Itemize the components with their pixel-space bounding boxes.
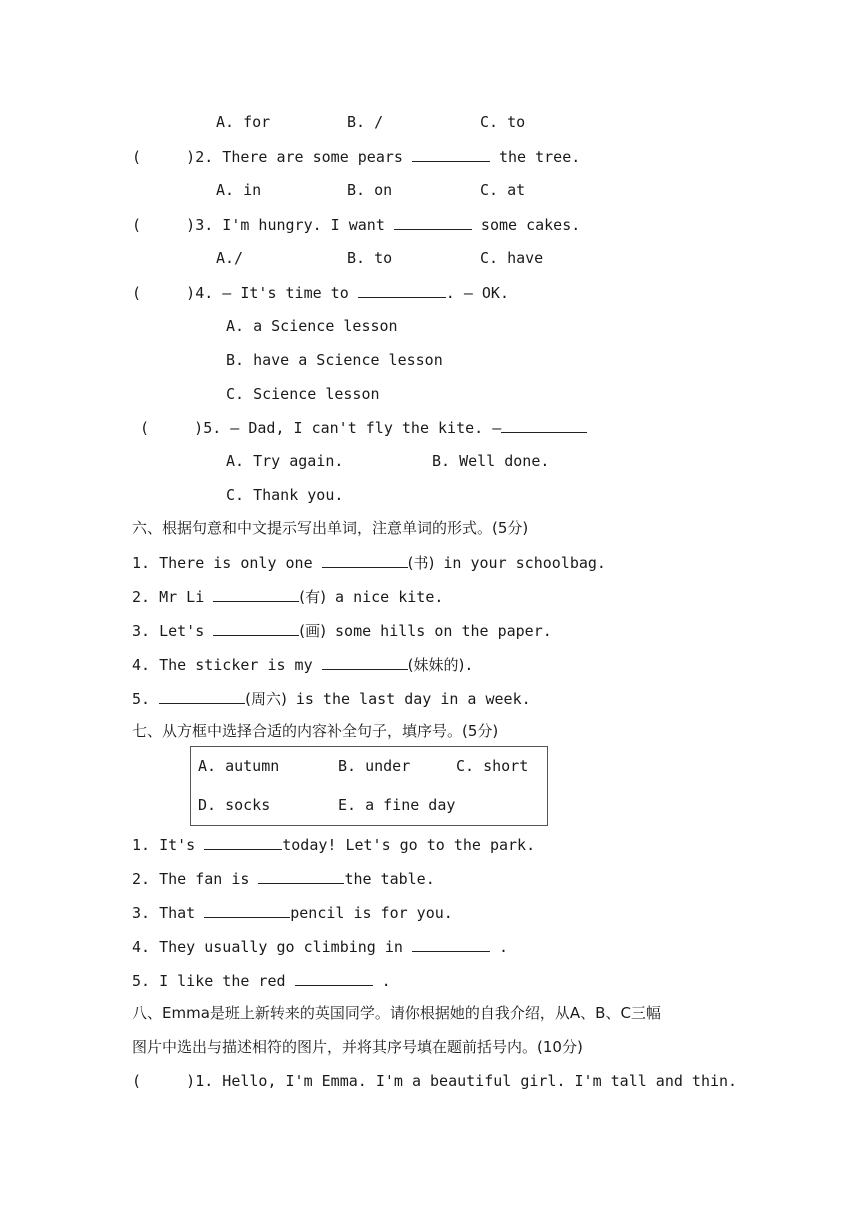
q3-option-a: A./ <box>216 249 244 267</box>
q5-line <box>140 417 587 438</box>
q3-text: ( )3. I'm hungry. I want <box>132 216 394 234</box>
section7-heading: 七、从方框中选择合适的内容补全句子，填序号。(5分) <box>132 722 499 740</box>
section6-heading: 六、根据句意和中文提示写出单词，注意单词的形式。(5分) <box>132 519 529 537</box>
q3-option-c: C. have <box>480 249 544 267</box>
box-option-e: E. a fine day <box>338 796 456 814</box>
s7-item-2 <box>132 868 435 889</box>
s7-blank-5[interactable] <box>295 970 373 986</box>
q5-text: ( )5. — Dad, I can't fly the kite. — <box>140 419 502 437</box>
s6-item-text: 4. The sticker is my <box>132 656 322 674</box>
q1-option-b: B. / <box>347 113 384 131</box>
s6-item-text: 2. Mr Li <box>132 588 214 606</box>
s6-item-text: 5. <box>132 690 160 708</box>
s6-item-3 <box>132 620 552 641</box>
s6-item-text-end: a nice kite. <box>326 588 444 606</box>
s7-item-text: 5. I like the red <box>132 972 295 990</box>
s6-blank-2[interactable] <box>213 586 299 602</box>
s7-item-text: 2. The fan is <box>132 870 259 888</box>
box-option-c: C. short <box>456 757 529 775</box>
q3-text-end: some cakes. <box>471 216 581 234</box>
q5-option-a: A. Try again. <box>226 452 344 470</box>
q5-blank[interactable] <box>501 417 587 433</box>
q4-blank[interactable] <box>358 282 446 298</box>
q2-option-a: A. in <box>216 181 262 199</box>
s7-item-text-end: today! Let's go to the park. <box>282 836 536 854</box>
section8-heading-line2: 图片中选出与描述相符的图片，并将其序号填在题前括号内。(10分) <box>132 1038 583 1056</box>
q3-option-b: B. to <box>347 249 393 267</box>
s7-item-text-end: . <box>372 972 391 990</box>
s7-item-text: 3. That <box>132 904 205 922</box>
s6-item-text-end: is the last day in a week. <box>286 690 531 708</box>
s7-item-text-end: pencil is for you. <box>290 904 453 922</box>
s6-blank-4[interactable] <box>322 654 408 670</box>
s6-item-5 <box>132 688 531 709</box>
s6-item-text: 3. Let's <box>132 622 214 640</box>
q4-option-b: B. have a Science lesson <box>226 351 443 369</box>
s7-item-3 <box>132 902 453 923</box>
s6-hint: (书) <box>407 554 435 572</box>
section8-heading-line1: 八、Emma是班上新转来的英国同学。请你根据她的自我介绍，从A、B、C三幅 <box>132 1004 661 1022</box>
s6-item-text-end: some hills on the paper. <box>326 622 552 640</box>
s6-blank-3[interactable] <box>213 620 299 636</box>
s6-hint: (有) <box>299 588 326 606</box>
s6-item-text-end: in your schoolbag. <box>434 554 606 572</box>
q1-option-a: A. for <box>216 113 271 131</box>
q4-option-a: A. a Science lesson <box>226 317 398 335</box>
q3-line <box>132 214 580 235</box>
s7-item-text: 1. It's <box>132 836 205 854</box>
s7-blank-2[interactable] <box>258 868 344 884</box>
q5-option-b: B. Well done. <box>432 452 550 470</box>
s7-item-5 <box>132 970 391 991</box>
s7-item-text-end: . <box>489 938 509 956</box>
s6-hint: (周六) <box>245 690 287 708</box>
q4-text: ( )4. — It's time to <box>132 284 358 302</box>
box-option-b: B. under <box>338 757 411 775</box>
s6-item-1 <box>132 552 606 573</box>
q1-option-c: C. to <box>480 113 526 131</box>
q2-blank[interactable] <box>412 146 490 162</box>
q3-blank[interactable] <box>394 214 472 230</box>
q4-line <box>132 282 509 303</box>
s6-item-2 <box>132 586 443 607</box>
s6-hint: (画) <box>299 622 326 640</box>
q2-line <box>132 146 580 167</box>
s7-item-text: 4. They usually go climbing in <box>132 938 412 956</box>
s7-blank-1[interactable] <box>204 834 282 850</box>
q5-option-c: C. Thank you. <box>226 486 344 504</box>
q2-option-b: B. on <box>347 181 393 199</box>
box-option-a: A. autumn <box>198 757 280 775</box>
s7-blank-3[interactable] <box>204 902 290 918</box>
box-option-d: D. socks <box>198 796 271 814</box>
s6-item-4 <box>132 654 473 675</box>
q4-text-end: . — OK. <box>445 284 509 302</box>
q4-option-c: C. Science lesson <box>226 385 380 403</box>
s6-blank-1[interactable] <box>322 552 408 568</box>
s7-item-4 <box>132 936 508 957</box>
s7-item-text-end: the table. <box>344 870 435 888</box>
q2-option-c: C. at <box>480 181 526 199</box>
q2-text-end: the tree. <box>489 148 581 166</box>
s6-item-text-end: . <box>464 656 474 674</box>
s6-blank-5[interactable] <box>159 688 245 704</box>
s6-hint: (妹妹的) <box>407 656 465 674</box>
s8-question-1: ( )1. Hello, I'm Emma. I'm a beautiful girl. I'm tall and thin. <box>132 1072 738 1090</box>
s7-item-1 <box>132 834 535 855</box>
s7-blank-4[interactable] <box>412 936 490 952</box>
s6-item-text: 1. There is only one <box>132 554 322 572</box>
q2-text: ( )2. There are some pears <box>132 148 412 166</box>
